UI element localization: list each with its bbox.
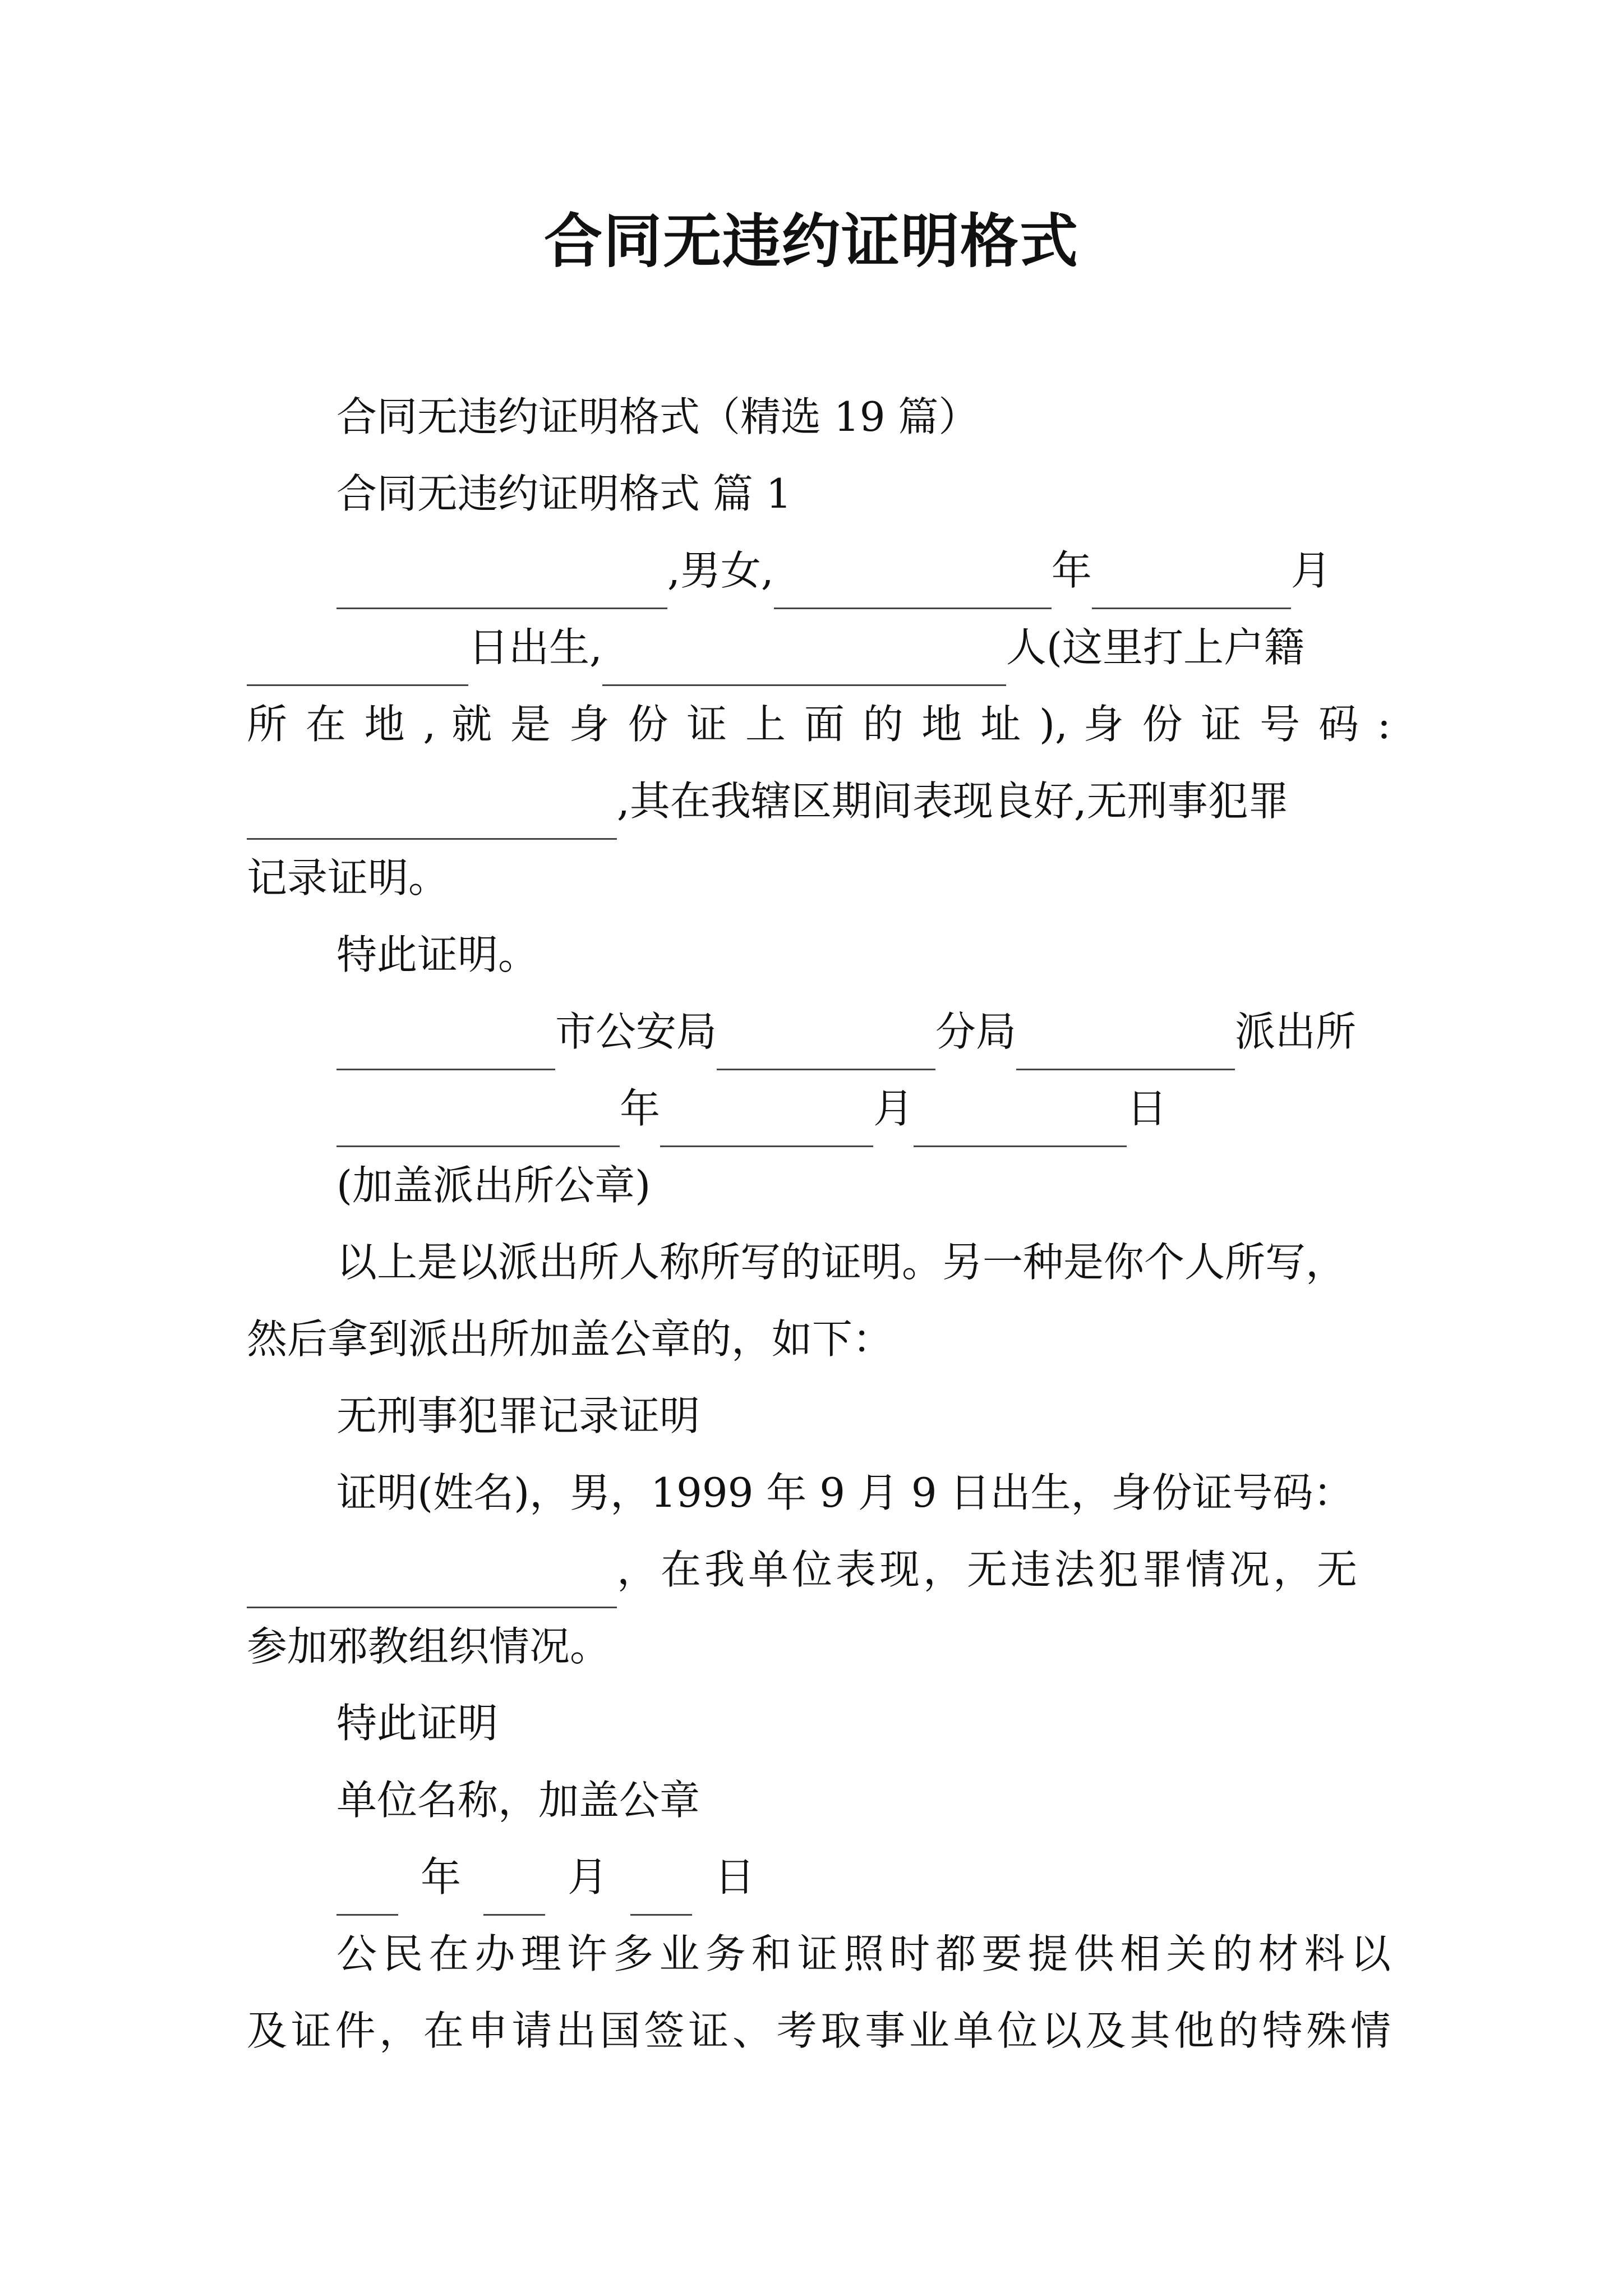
unit-seal: 单位名称，加盖公章	[336, 1777, 700, 1824]
blank-branch	[717, 1032, 935, 1070]
document-title: 合同无违约证明格式	[543, 206, 1079, 275]
cert1-line-3: 所 在 地 , 就 是 身 份 证 上 面 的 地 址 ), 身 份 证 号 码 :	[247, 701, 1391, 748]
cert2-line-3: 参加邪教组织情况。	[247, 1623, 611, 1670]
month-label: 月	[1290, 547, 1331, 594]
closing-line-2: 及证件，在申请出国签证、考取事业单位以及其他的特殊情	[247, 2007, 1391, 2054]
special-cert-2: 特此证明	[336, 1700, 499, 1747]
cert2-day-label: 日	[714, 1853, 755, 1901]
special-cert-1: 特此证明。	[336, 931, 539, 978]
blank-name	[336, 571, 667, 609]
blank-id-number	[247, 802, 617, 840]
year-label: 年	[1051, 547, 1092, 594]
blank-date-day	[914, 1109, 1127, 1147]
blank-station	[1016, 1032, 1235, 1070]
cert1-line-4	[247, 763, 1391, 840]
branch-label: 分局	[935, 1008, 1017, 1055]
cert2-month-label: 月	[568, 1853, 608, 1901]
station-label: 派出所	[1235, 1008, 1357, 1055]
blank-birth-year	[774, 571, 1052, 609]
male-female-label: ,男女,	[667, 547, 774, 594]
conduct-text: ,其在我辖区期间表现良好,无刑事犯罪	[617, 777, 1289, 825]
date-year-label: 年	[620, 1085, 661, 1132]
document-body	[247, 379, 1391, 2069]
blank-place	[602, 648, 1006, 686]
explain-line-1: 以上是以派出所人称所写的证明。另一种是你个人所写，	[336, 1239, 1347, 1286]
blank-cert2-year	[336, 1878, 398, 1916]
closing-line-1: 公民在办理许多业务和证照时都要提供相关的材料以	[336, 1930, 1391, 1977]
subtitle: 合同无违约证明格式（精选 19 篇）	[336, 393, 979, 440]
blank-cert2-id	[247, 1570, 617, 1608]
blank-date-year	[336, 1109, 620, 1147]
cert2-line-2	[247, 1531, 1391, 1608]
born-day-label: 日出生,	[468, 624, 602, 671]
police-line	[247, 993, 1391, 1070]
cert1-line-2	[247, 609, 1391, 686]
blank-birth-day	[247, 648, 468, 686]
cert2-date-line	[247, 1839, 1391, 1916]
record-text: 记录证明。	[247, 854, 449, 901]
section-heading: 合同无违约证明格式 篇 1	[336, 470, 792, 517]
explain-line-2: 然后拿到派出所加盖公章的，如下：	[247, 1315, 893, 1363]
cert1-line-1	[247, 532, 1391, 609]
date-month-label: 月	[873, 1085, 914, 1132]
cert2-line-1: 证明(姓名)，男，1999 年 9 月 9 日出生，身份证号码：	[336, 1469, 1354, 1516]
blank-city	[336, 1032, 555, 1070]
blank-birth-month	[1092, 571, 1291, 609]
cert2-line-2-text: ，在我单位表现，无违法犯罪情况，无	[617, 1546, 1361, 1593]
blank-cert2-day	[630, 1878, 692, 1916]
blank-date-month	[660, 1109, 873, 1147]
seal-note: (加盖派出所公章)	[336, 1162, 651, 1209]
person-label: 人(这里打上户籍	[1006, 624, 1304, 671]
date-day-label: 日	[1127, 1085, 1168, 1132]
cert2-year-label: 年	[421, 1853, 462, 1901]
city-police-label: 市公安局	[555, 1008, 717, 1055]
cert2-heading: 无刑事犯罪记录证明	[336, 1392, 700, 1439]
blank-cert2-month	[483, 1878, 545, 1916]
cert1-date-line	[247, 1070, 1391, 1147]
